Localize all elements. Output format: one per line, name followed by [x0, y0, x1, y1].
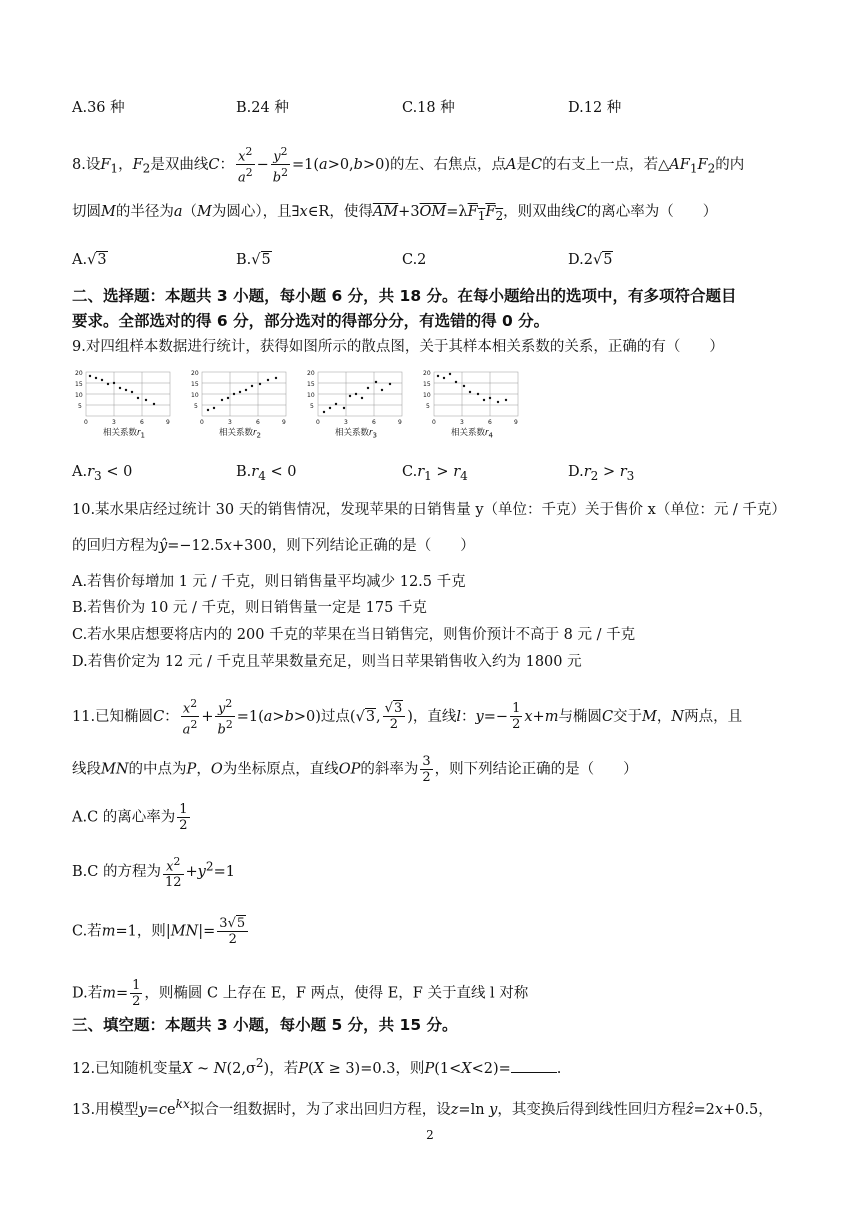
q12-line: 12.已知随机变量X ~ $N(2,\sigma^2)$，若P(X ≥ 3)=0.3，则P(1<X<2)= .: [72, 1056, 562, 1077]
svg-text:9: 9: [282, 419, 286, 426]
svg-text:3: 3: [228, 419, 232, 426]
q9-stem: 9.对四组样本数据进行统计，获得如图所示的散点图，关于其样本相关系数的关系，正确的有（ ）: [72, 339, 724, 355]
svg-text:10: 10: [191, 392, 199, 399]
q7-option-c: C.18 种: [402, 100, 455, 116]
q10-option-b: B.若售价为 10 元 / 千克，则日销售量一定是 175 千克: [72, 600, 427, 616]
q10-line2: 的回归方程为ŷ=−12.5x+300，则下列结论正确的是（ ）: [72, 538, 475, 554]
scatter-plot-3: [306, 368, 406, 440]
q8-option-d: D.2√5: [568, 252, 613, 268]
q9-option-b: $B.r_4 < 0$: [236, 464, 297, 483]
q10-option-c: C.若水果店想要将店内的 200 千克的苹果在当日销售完，则售价预计不高于 8 元 / 千克: [72, 627, 636, 643]
svg-text:9: 9: [166, 419, 170, 426]
svg-text:0: 0: [200, 419, 204, 426]
svg-text:15: 15: [191, 381, 199, 388]
q11-line1: 11.已知椭圆C： $\frac{x^2}{a^2}$ + $\frac{y^2}{b^2}$ =1(a>b>0)过点(√3, $\frac{√3}{2}$ )，直线l：y=− $\frac{1}{2}$ x+m与椭圆C交于M，N两点，且: [72, 697, 743, 738]
scatter-plot-2: [190, 368, 290, 440]
svg-text:15: 15: [307, 381, 315, 388]
svg-text:3: 3: [344, 419, 348, 426]
section2-heading-line2: 要求。全部选对的得 6 分，部分选对的得部分分，有选错的得 0 分。: [72, 312, 550, 330]
q11-line2: 线段MN的中点为P，O为坐标原点，直线OP的斜率为 $\frac{3}{2}$ ，则下列结论正确的是（ ）: [72, 754, 638, 785]
svg-text:5: 5: [426, 403, 430, 410]
q8-option-c: C.2: [402, 252, 427, 268]
q13-line: 13.用模型$y=ce^{kx}$拟合一组数据时，为了求出回归方程，设z=ln y，其变换后得到线性回归方程ẑ=2x+0.5，: [72, 1097, 773, 1118]
q9-option-c: $C.r_1 > r_4$: [402, 464, 468, 483]
q11-option-d: D.若m= $\frac{1}{2}$ ，则椭圆 C 上存在 E，F 两点，使得 E，F 关于直线 l 对称: [72, 978, 529, 1009]
svg-text:20: 20: [307, 370, 315, 377]
q8-option-a: A.√3: [72, 252, 107, 268]
q11-option-a: A.C 的离心率为 $\frac{1}{2}$: [72, 802, 188, 833]
section3-heading: 三、填空题：本题共 3 小题，每小题 5 分，共 15 分。: [72, 1016, 458, 1034]
q8-line1: 8.设$F_1$，$F_2$是双曲线C： $\frac{x^2}{a^2}$ − $\frac{y^2}{b^2}$ =1(a>0,b>0)的左、右焦点，点A是C的右支上一点，若$\triangle AF_1F_2$的内: [72, 145, 745, 186]
q7-option-b: B.24 种: [236, 100, 289, 116]
q9-option-a: $A.r_3 < 0$: [72, 464, 133, 483]
svg-text:0: 0: [432, 419, 436, 426]
svg-text:10: 10: [423, 392, 431, 399]
section2-heading-line1: 二、选择题：本题共 3 小题，每小题 6 分，共 18 分。在每小题给出的选项中，有多项符合题目: [72, 287, 737, 305]
svg-text:9: 9: [514, 419, 518, 426]
svg-text:20: 20: [75, 370, 83, 377]
q7-option-a: A.36 种: [72, 100, 125, 116]
scatter-plot-3-caption: 相关系数$r_3$: [334, 428, 378, 440]
q11-option-c: C.若m=1，则|MN|= $\frac{3√5}{2}$: [72, 916, 250, 947]
svg-text:3: 3: [460, 419, 464, 426]
scatter-plot-1-caption: 相关系数$r_1$: [102, 428, 146, 440]
q10-line1: 10.某水果店经过统计 30 天的销售情况，发现苹果的日销售量 y（单位：千克）关于售价 x（单位：元 / 千克）: [72, 502, 786, 518]
svg-text:20: 20: [423, 370, 431, 377]
q10-option-d: D.若售价定为 12 元 / 千克且苹果数量充足，则当日苹果销售收入约为 1800 元: [72, 654, 582, 670]
svg-text:20: 20: [191, 370, 199, 377]
page-number: 2: [426, 1128, 434, 1142]
svg-text:6: 6: [488, 419, 492, 426]
svg-text:6: 6: [372, 419, 376, 426]
scatter-plot-4-svg: [422, 368, 522, 428]
svg-text:0: 0: [84, 419, 88, 426]
scatter-plot-1-svg: [74, 368, 174, 428]
q8-option-b: B.√5: [236, 252, 271, 268]
svg-text:15: 15: [75, 381, 83, 388]
q11-option-b: B.C 的方程为 $\frac{x^2}{12}$ $+y^2=1$: [72, 855, 235, 891]
svg-text:10: 10: [307, 392, 315, 399]
svg-text:5: 5: [310, 403, 314, 410]
svg-text:6: 6: [256, 419, 260, 426]
svg-text:0: 0: [316, 419, 320, 426]
svg-text:5: 5: [194, 403, 198, 410]
svg-text:3: 3: [112, 419, 116, 426]
scatter-plot-4-caption: 相关系数$r_4$: [450, 428, 494, 440]
scatter-plot-2-caption: 相关系数$r_2$: [218, 428, 262, 440]
scatter-plot-4: [422, 368, 522, 440]
q10-option-a: A.若售价每增加 1 元 / 千克，则日销售量平均减少 12.5 千克: [72, 574, 466, 590]
svg-text:9: 9: [398, 419, 402, 426]
q8-line2: 切圆M的半径为a（M为圆心），且∃x∈R，使得$\overline{AM}+3\overline{OM}=\lambda F_1F_2$，则双曲线C的离心率为（ ）: [72, 204, 718, 223]
scatter-plot-2-svg: [190, 368, 290, 428]
scatter-plot-3-svg: [306, 368, 406, 428]
scatter-plot-1: [74, 368, 174, 440]
svg-text:15: 15: [423, 381, 431, 388]
svg-text:5: 5: [78, 403, 82, 410]
q7-option-d: D.12 种: [568, 100, 622, 116]
svg-text:6: 6: [140, 419, 144, 426]
q12-answer-blank: [511, 1058, 557, 1073]
svg-text:10: 10: [75, 392, 83, 399]
q9-option-d: $D.r_2 > r_3$: [568, 464, 635, 483]
